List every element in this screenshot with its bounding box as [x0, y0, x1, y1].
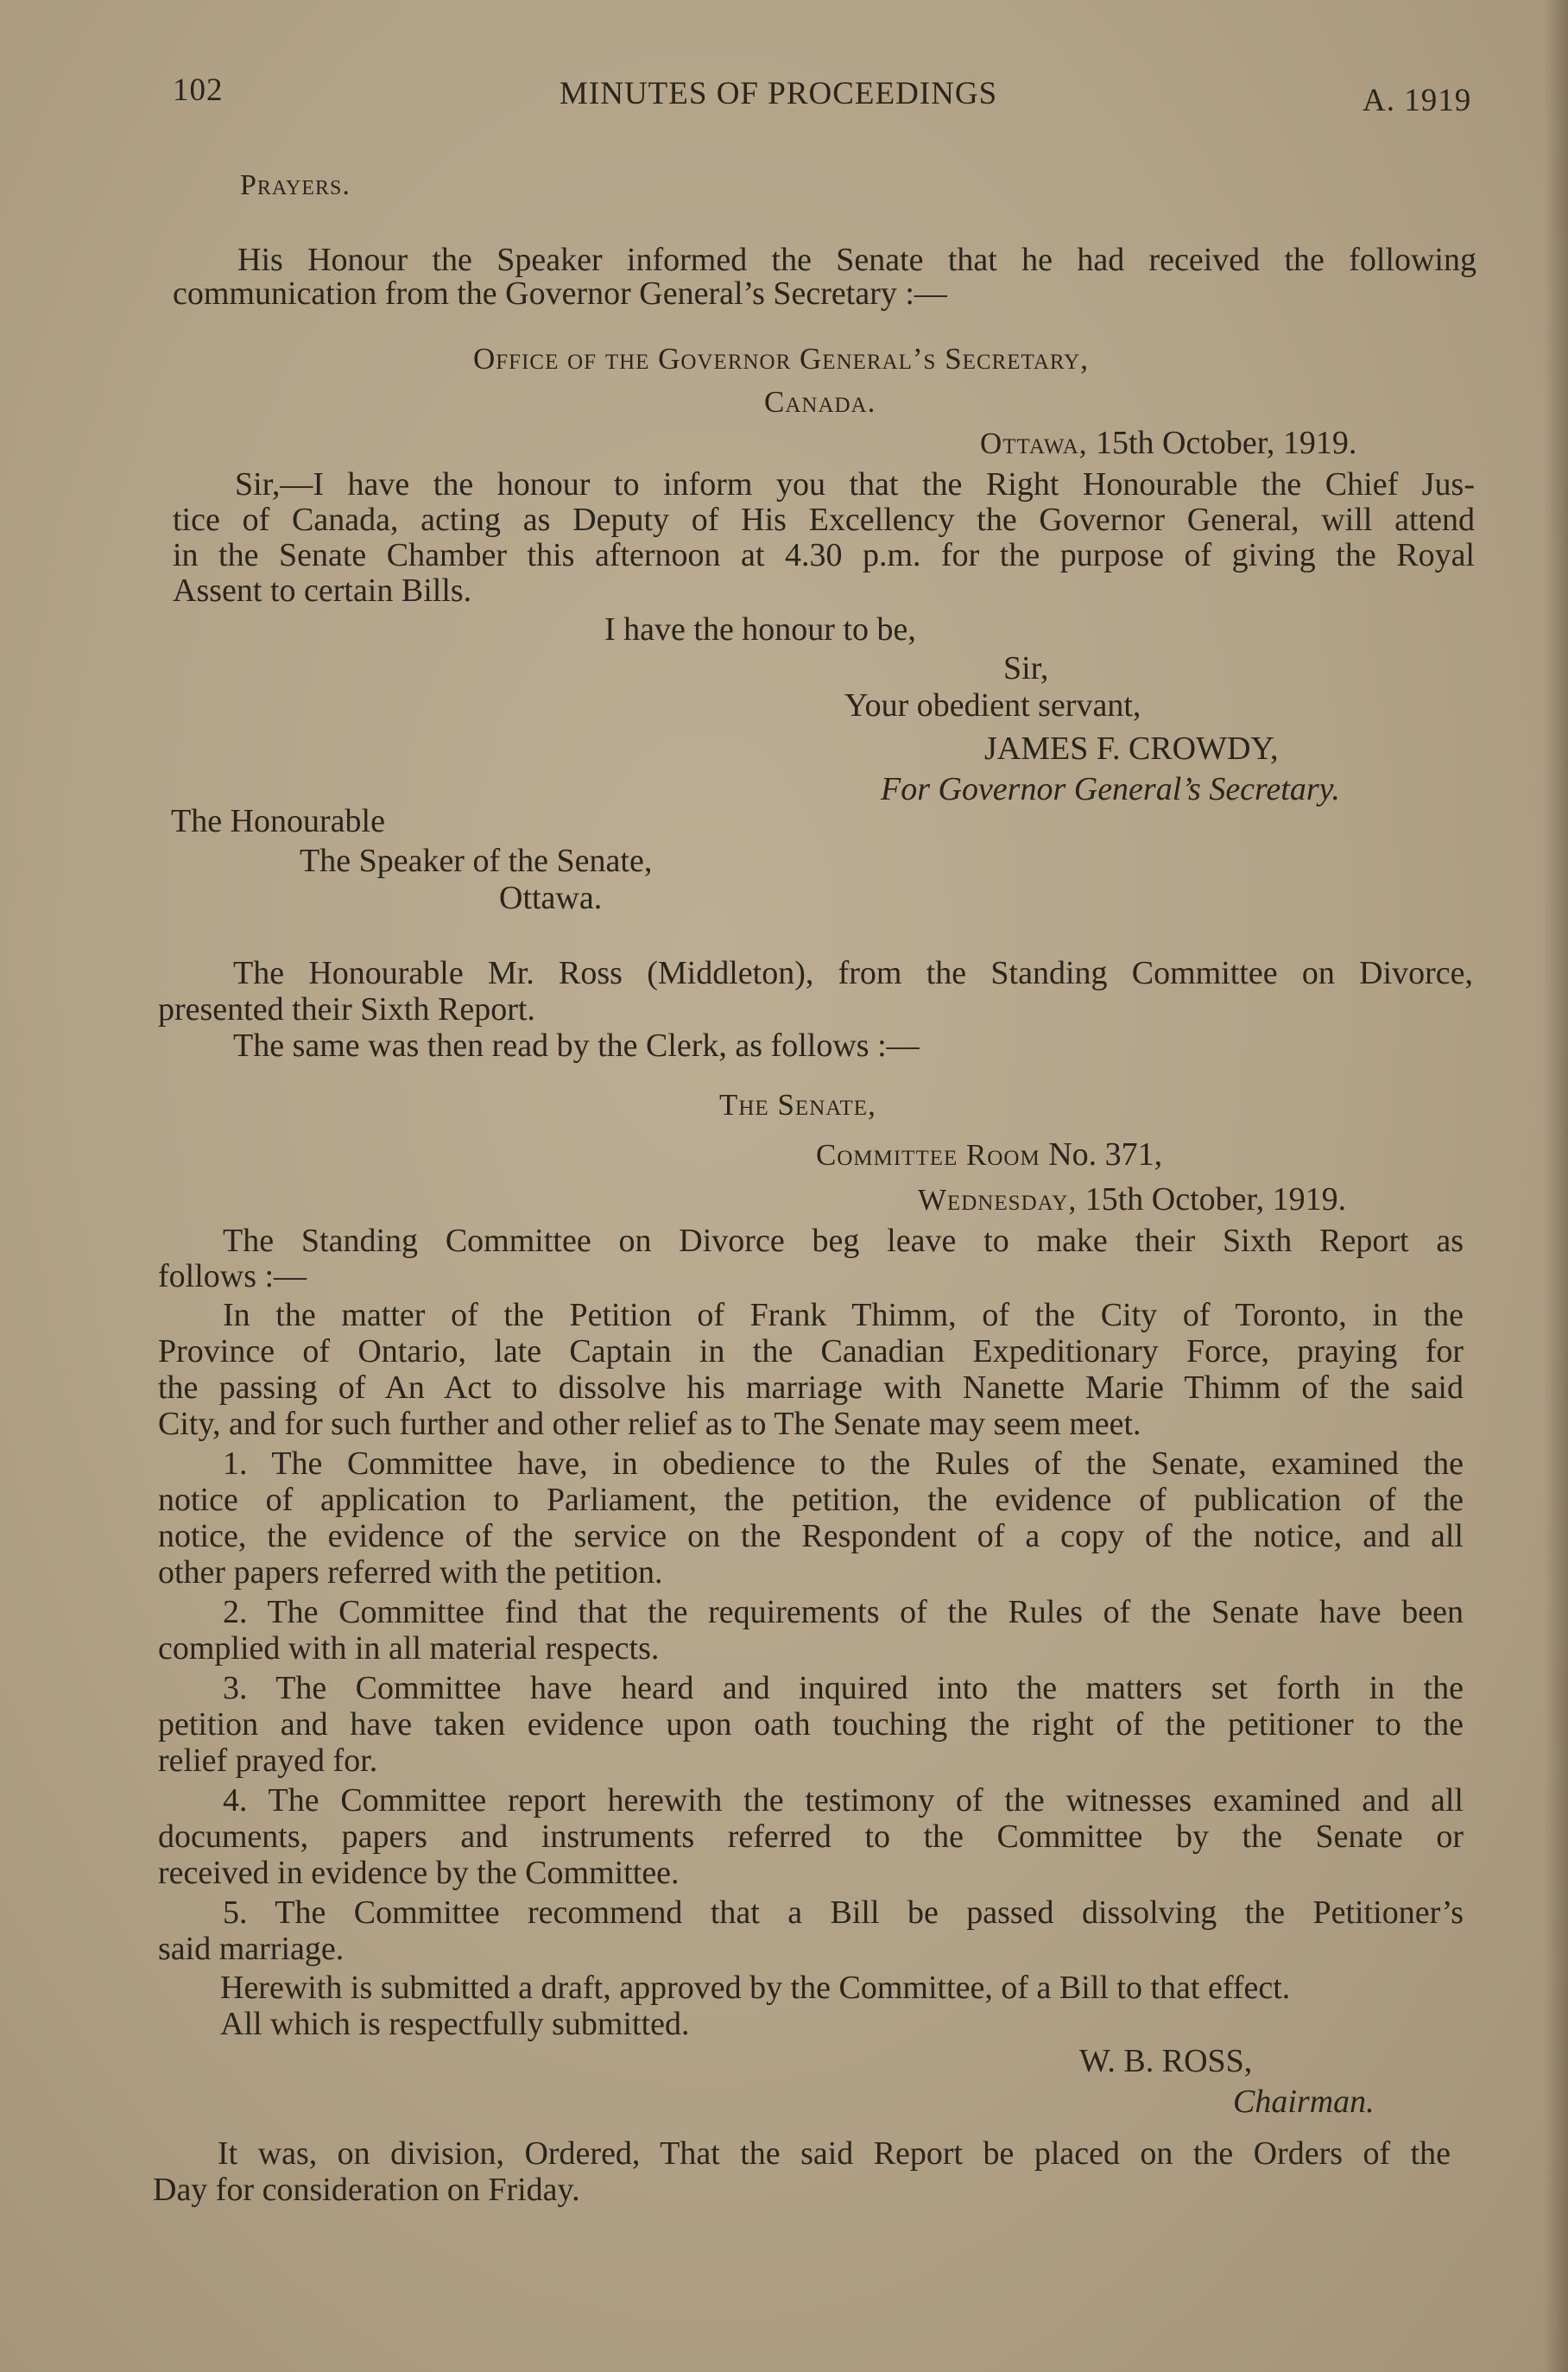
- prayers-heading: Prayers.: [240, 169, 351, 201]
- page-edge-shadow: [1544, 0, 1568, 2372]
- report-date: [918, 1183, 1346, 1216]
- addressee-line: The Honourable: [171, 803, 385, 839]
- report-line: 1. The Committee have, in obedience to the Rules of the Senate, examined the: [223, 1445, 1464, 1482]
- intro-line: His Honour the Speaker informed the Senate that he had received the following: [237, 242, 1476, 278]
- report-line: petition and have taken evidence upon oath touching the right of the petitioner to the: [158, 1706, 1464, 1743]
- letter-salutation: Sir,: [1003, 650, 1049, 686]
- report-line: In the matter of the Petition of Frank Thimm, of the City of Toronto, in the: [223, 1297, 1464, 1333]
- report-room-prefix: Committee Room: [816, 1138, 1040, 1172]
- letter-office: Office of the Governor General’s Secretary,: [473, 342, 1089, 376]
- report-line: notice, the evidence of the service on the Respondent of a copy of the notice, and all: [158, 1518, 1464, 1554]
- report-line: other papers referred with the petition.: [158, 1554, 663, 1591]
- letter-body-line: in the Senate Chamber this afternoon at 4.30 p.m. for the purpose of giving the Royal: [173, 537, 1475, 573]
- letter-body-line: tice of Canada, acting as Deputy of His Excellency the Governor General, will attend: [173, 502, 1475, 538]
- report-date-text: 15th October, 1919.: [1077, 1181, 1347, 1218]
- letter-servant: Your obedient servant,: [844, 687, 1141, 724]
- intro-line: communication from the Governor General’s Secretary :—: [173, 275, 947, 312]
- report-line: Province of Ontario, late Captain in the Canadian Expeditionary Force, praying for: [158, 1333, 1464, 1369]
- report-line: The Standing Committee on Divorce beg leave to make their Sixth Report as: [223, 1223, 1464, 1259]
- report-signatory-title: Chairman.: [1233, 2084, 1375, 2120]
- letter-dateline: [980, 427, 1356, 459]
- report-line: Herewith is submitted a draft, approved by the Committee, of a Bill to that effect.: [220, 1970, 1291, 2006]
- report-senate: The Senate,: [719, 1088, 876, 1122]
- report-room: [816, 1138, 1162, 1171]
- letter-signatory-title: For Governor General’s Secretary.: [881, 771, 1340, 807]
- report-line: relief prayed for.: [158, 1743, 378, 1779]
- report-line: All which is respectfully submitted.: [220, 2006, 690, 2042]
- report-line: received in evidence by the Committee.: [158, 1855, 680, 1891]
- report-day: Wednesday,: [918, 1183, 1078, 1217]
- addressee-line: Ottawa.: [499, 880, 603, 916]
- report-line: said marriage.: [158, 1931, 345, 1967]
- letter-signatory: JAMES F. CROWDY,: [984, 731, 1279, 767]
- letter-body-line: Assent to certain Bills.: [173, 572, 472, 609]
- letter-country: Canada.: [764, 385, 876, 419]
- presentation-line: presented their Sixth Report.: [158, 991, 535, 1028]
- report-line: 3. The Committee have heard and inquired into the matters set forth in the: [223, 1670, 1464, 1706]
- running-year: A. 1919: [1363, 83, 1472, 118]
- report-signatory: W. B. ROSS,: [1079, 2043, 1253, 2079]
- letter-closing: I have the honour to be,: [604, 611, 916, 648]
- report-line: City, and for such further and other relief as to The Senate may seem meet.: [158, 1406, 1141, 1442]
- order-line: It was, on division, Ordered, That the said Report be placed on the Orders of the: [218, 2135, 1451, 2172]
- report-line: notice of application to Parliament, the petition, the evidence of publication of the: [158, 1482, 1464, 1518]
- addressee-line: The Speaker of the Senate,: [300, 843, 653, 879]
- running-title: MINUTES OF PROCEEDINGS: [560, 76, 998, 111]
- letter-place: Ottawa,: [980, 427, 1088, 460]
- order-line: Day for consideration on Friday.: [153, 2172, 580, 2208]
- presentation-line: The Honourable Mr. Ross (Middleton), from the Standing Committee on Divorce,: [233, 955, 1473, 991]
- report-line: complied with in all material respects.: [158, 1630, 660, 1667]
- report-room-number: No. 371,: [1040, 1136, 1163, 1173]
- page-number: 102: [173, 73, 224, 108]
- presentation-line: The same was then read by the Clerk, as follows :—: [233, 1028, 920, 1064]
- letter-date: 15th October, 1919.: [1087, 425, 1357, 461]
- letter-body-line: Sir,—I have the honour to inform you that the Right Honourable the Chief Jus-: [235, 466, 1475, 503]
- report-line: 5. The Committee recommend that a Bill be passed dissolving the Petitioner’s: [223, 1894, 1464, 1931]
- report-line: follows :—: [158, 1258, 307, 1294]
- report-line: 2. The Committee find that the requirements of the Rules of the Senate have been: [223, 1594, 1464, 1630]
- report-line: the passing of An Act to dissolve his marriage with Nanette Marie Thimm of the said: [158, 1369, 1464, 1406]
- report-line: 4. The Committee report herewith the testimony of the witnesses examined and all: [223, 1782, 1464, 1819]
- report-line: documents, papers and instruments referred to the Committee by the Senate or: [158, 1819, 1464, 1855]
